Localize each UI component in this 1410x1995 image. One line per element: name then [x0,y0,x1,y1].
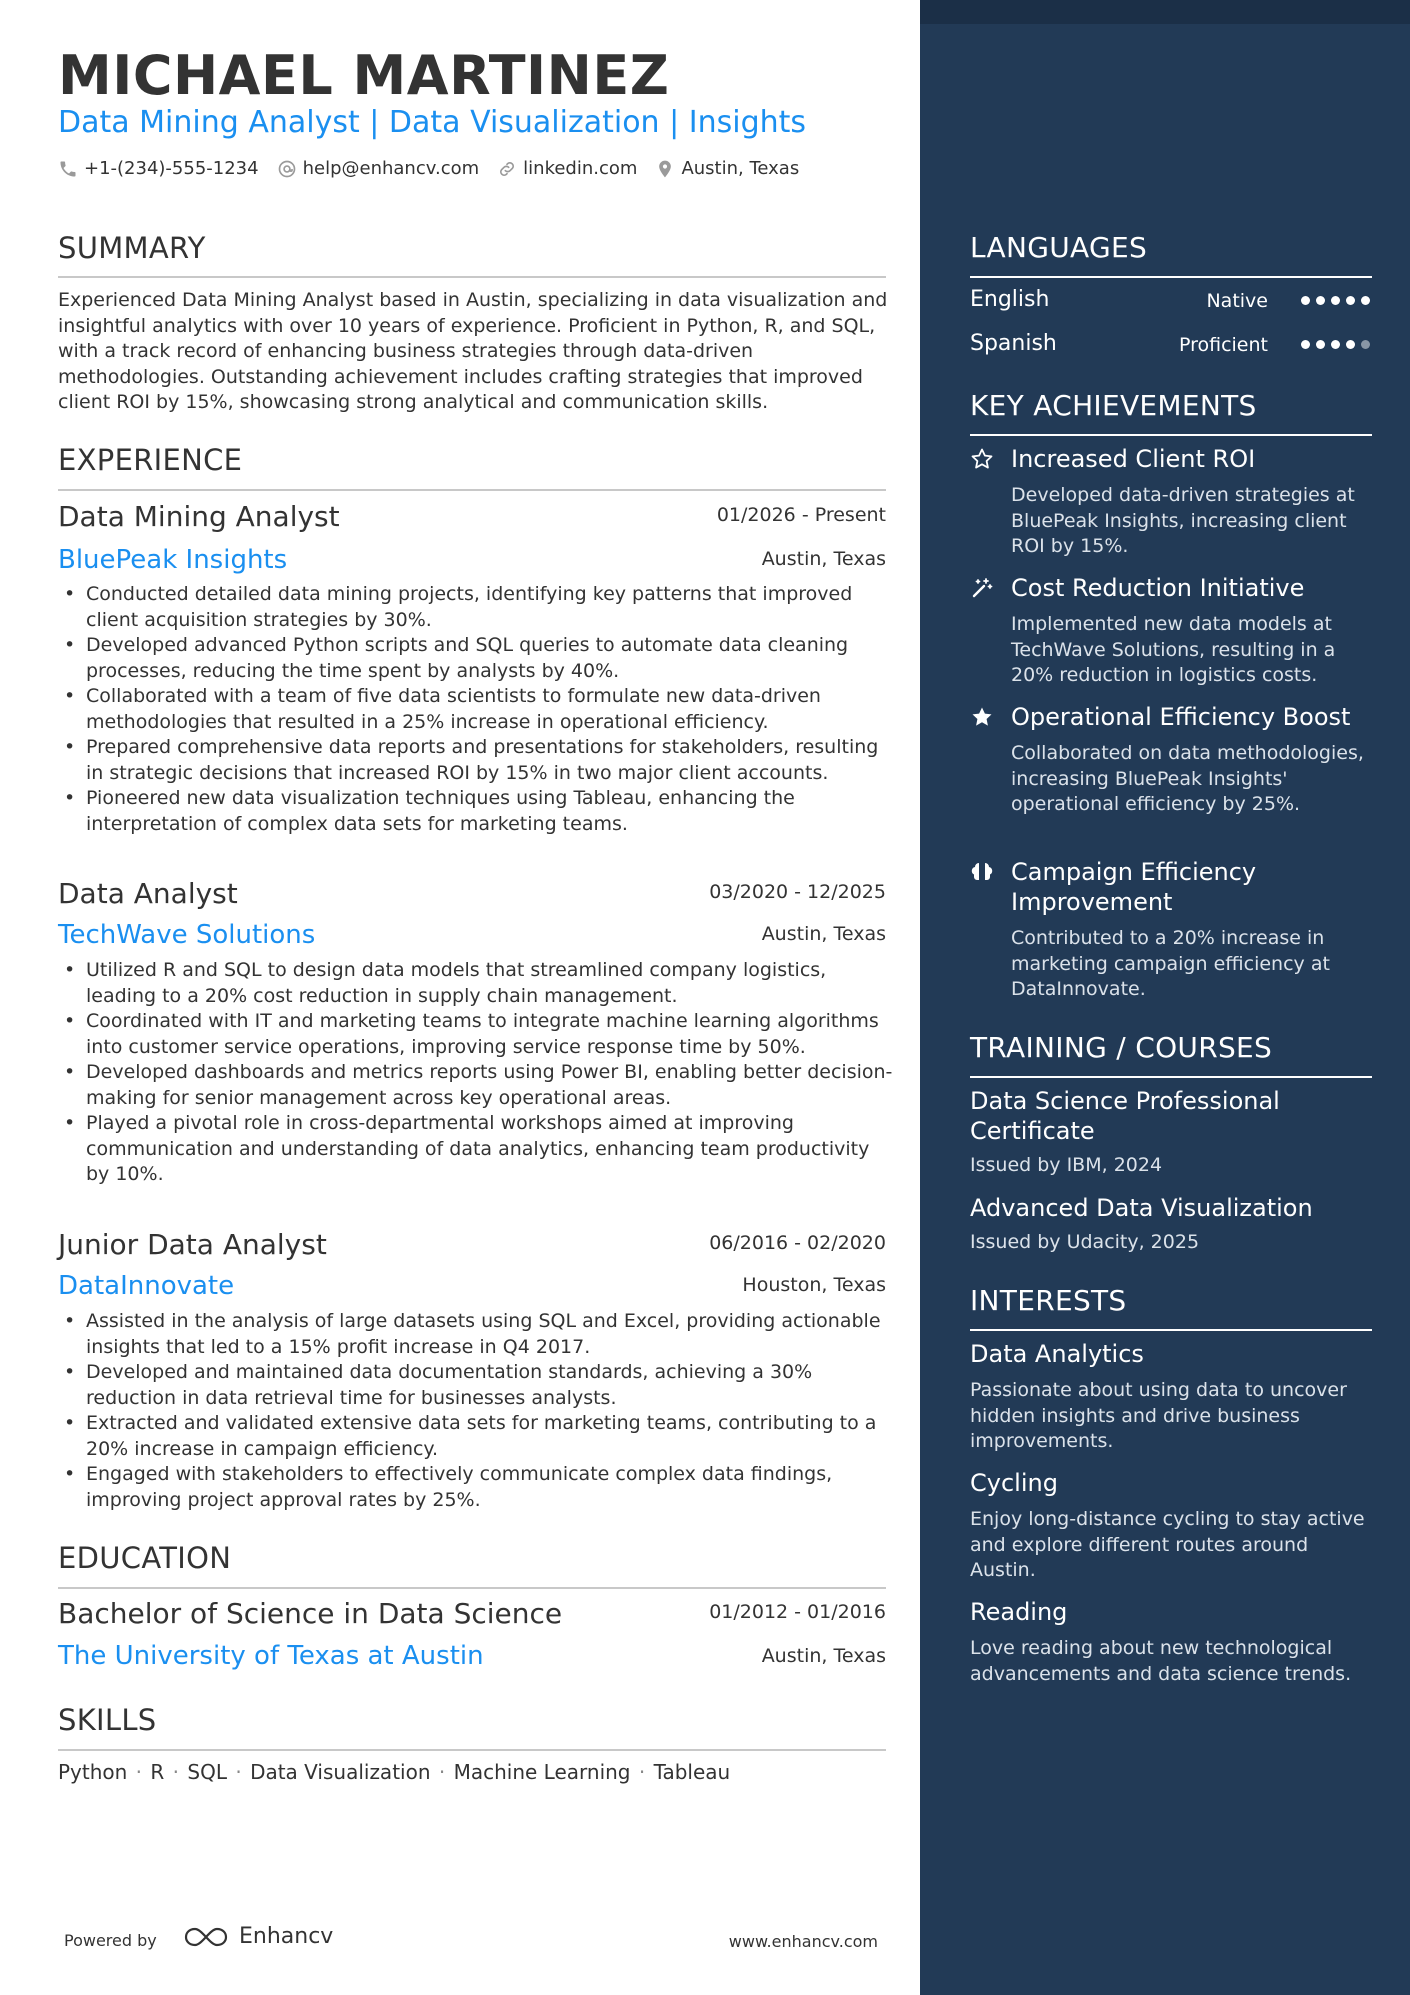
language-name: Spanish [970,331,1057,356]
course-issuer: Issued by Udacity, 2025 [970,1231,1200,1253]
course-title: Advanced Data Visualization [970,1194,1313,1222]
achievement-title: Increased Client ROI [1011,445,1256,473]
education-dates: 01/2012 - 01/2016 [709,1601,886,1623]
job-bullets [58,1309,894,1513]
training-divider [970,1076,1372,1078]
dot [1301,340,1310,349]
dot [1346,296,1355,305]
bullet-item: • Assisted in the analysis of large datasets using SQL and Excel, providing actionable insights that led to a 15% profit increase in Q4 2017. [58,1309,894,1360]
phone-icon [58,159,78,179]
language-row [970,331,1372,361]
skills-list: Python · R · SQL · Data Visualization · Machine Learning · Tableau [58,1760,731,1784]
skill-item: Tableau [653,1760,731,1784]
achievement-desc: Developed data-driven strategies at BluePeak Insights, increasing client ROI by 15%. [1011,484,1355,557]
magic-wand-icon [970,576,994,600]
achievement-title: Campaign Efficiency Improvement [1011,858,1257,916]
summary-text: Experienced Data Mining Analyst based in Austin, specializing in data visualization and insightful analytics with over 10 years of experience. Proficient in Python, R, and SQL, with a track record of enhancing business strategies through data-driven methodologies. Outstanding achievement includes crafting strategies that improved client ROI by 15%, showcasing strong analytical and communication skills. [58,289,888,413]
achievement-desc: Implemented new data models at TechWave Solutions, resulting in a 20% reduction in logistics costs. [1011,613,1336,686]
job-dates: 01/2026 - Present [716,504,886,526]
dot [1331,296,1340,305]
footer-url[interactable]: www.enhancv.com [728,1932,878,1951]
skills-divider [58,1749,886,1751]
bullet-item: • Developed advanced Python scripts and SQL queries to automate data cleaning processes, reducing the time spent by analysts by 40%. [58,633,894,684]
language-row [970,287,1372,317]
dot [1361,340,1370,349]
experience-divider [58,489,886,491]
job-title: Data Mining Analyst [58,500,340,533]
bullet-item: • Developed and maintained data documentation standards, achieving a 30% reduction in data retrieval time for businesses analysts. [58,1360,894,1411]
bullet-item: • Utilized R and SQL to design data models that streamlined company logistics, leading to a 20% cost reduction in supply chain management. [58,958,894,1009]
company-name[interactable]: TechWave Solutions [58,920,316,950]
dot [1361,296,1370,305]
education-location: Austin, Texas [761,1645,886,1667]
course-issuer: Issued by IBM, 2024 [970,1154,1163,1176]
contact-phone[interactable] [58,158,259,179]
course-title: Data Science Professional Certificate [970,1087,1280,1145]
achievements-heading: KEY ACHIEVEMENTS [970,389,1257,422]
training-heading: TRAINING / COURSES [970,1031,1273,1064]
language-level: Proficient [1178,334,1268,356]
location-pin-icon [655,159,675,179]
experience-heading: EXPERIENCE [58,443,243,477]
infinity-logo-icon [183,1925,229,1949]
bullet-item: • Developed dashboards and metrics reports using Power BI, enabling better decision-making for senior management across key operational areas. [58,1060,894,1111]
achievement-title: Cost Reduction Initiative [1011,574,1305,602]
interest-desc: Passionate about using data to uncover hidden insights and drive business improvements. [970,1379,1347,1452]
bullet-item: • Played a pivotal role in cross-departmental workshops aimed at improving communication and understanding of data analytics, enhancing team productivity by 10%. [58,1111,894,1188]
contact-bar [58,158,799,179]
brain-icon [970,860,994,884]
sidebar [920,0,1410,1995]
summary-heading: SUMMARY [58,231,206,265]
skill-item: Data Visualization [250,1760,431,1784]
job-location: Austin, Texas [761,548,886,570]
job-dates: 03/2020 - 12/2025 [709,881,886,903]
dot [1301,296,1310,305]
interest-title: Reading [970,1598,1068,1626]
star-outline-icon [970,447,994,471]
interest-title: Cycling [970,1469,1058,1497]
achievements-divider [970,434,1372,436]
skill-item: Python [58,1760,128,1784]
achievement-title: Operational Efficiency Boost [1011,703,1351,731]
bullet-item: • Engaged with stakeholders to effectively communicate complex data findings, improving project approval rates by 25%. [58,1462,894,1513]
brand-name: Enhancv [239,1924,334,1949]
achievement-desc: Contributed to a 20% increase in marketing campaign efficiency at DataInnovate. [1011,927,1330,1000]
bullet-item: • Prepared comprehensive data reports and presentations for stakeholders, resulting in strategic decisions that increased ROI by 15% in two major client accounts. [58,735,894,786]
bullet-item: • Coordinated with IT and marketing teams to integrate machine learning algorithms into customer service operations, improving service response time by 50%. [58,1009,894,1060]
proficiency-dots [1301,340,1370,349]
dot [1316,340,1325,349]
interests-divider [970,1329,1372,1331]
bullet-item: • Collaborated with a team of five data scientists to formulate new data-driven methodologies that resulted in a 25% increase in operational efficiency. [58,684,894,735]
sidebar-top-bar [920,0,1410,24]
contact-email[interactable] [277,158,480,179]
job-location: Austin, Texas [761,923,886,945]
job-location: Houston, Texas [742,1274,886,1296]
school-name[interactable]: The University of Texas at Austin [58,1641,484,1671]
company-name[interactable]: DataInnovate [58,1271,235,1301]
language-level: Native [1206,290,1268,312]
skills-heading: SKILLS [58,1703,157,1737]
location-text: Austin, Texas [681,158,800,179]
phone-text: +1-(234)-555-1234 [84,158,259,179]
summary-divider [58,276,886,278]
powered-by-label: Powered by [64,1931,157,1950]
degree-title: Bachelor of Science in Data Science [58,1597,563,1630]
education-heading: EDUCATION [58,1541,232,1575]
interest-desc: Love reading about new technological advancements and data science trends. [970,1637,1352,1685]
link-icon [497,159,517,179]
enhancv-logo[interactable] [183,1924,333,1949]
skill-item: Machine Learning [453,1760,631,1784]
contact-location [655,158,799,179]
job-title: Junior Data Analyst [58,1228,327,1261]
contact-linkedin[interactable] [497,158,637,179]
bullet-item: • Pioneered new data visualization techniques using Tableau, enhancing the interpretation of complex data sets for marketing teams. [58,786,894,837]
dot [1331,340,1340,349]
interest-desc: Enjoy long-distance cycling to stay active and explore different routes around Austin. [970,1508,1365,1581]
language-name: English [970,287,1050,312]
job-bullets [58,958,894,1188]
skill-item: R [150,1760,165,1784]
interest-title: Data Analytics [970,1340,1144,1368]
job-title: Data Analyst [58,877,238,910]
languages-heading: LANGUAGES [970,231,1148,264]
skill-item: SQL [187,1760,227,1784]
job-dates: 06/2016 - 02/2020 [709,1232,886,1254]
achievement-desc: Collaborated on data methodologies, increasing BluePeak Insights' operational efficiency by 25%. [1011,742,1364,815]
at-icon [277,159,297,179]
dot [1316,296,1325,305]
headline: Data Mining Analyst | Data Visualization | Insights [58,105,807,140]
interests-heading: INTERESTS [970,1284,1127,1317]
job-bullets [58,582,894,837]
company-name[interactable]: BluePeak Insights [58,545,288,575]
proficiency-dots [1301,296,1370,305]
email-text: help@enhancv.com [302,158,480,179]
education-divider [58,1587,886,1589]
dot [1346,340,1355,349]
candidate-name: MICHAEL MARTINEZ [58,44,670,107]
bullet-item: • Conducted detailed data mining projects, identifying key patterns that improved client acquisition strategies by 30%. [58,582,894,633]
languages-divider [970,276,1372,278]
linkedin-text: linkedin.com [523,158,638,179]
bullet-item: • Extracted and validated extensive data sets for marketing teams, contributing to a 20% increase in campaign efficiency. [58,1411,894,1462]
star-filled-icon [970,705,994,729]
